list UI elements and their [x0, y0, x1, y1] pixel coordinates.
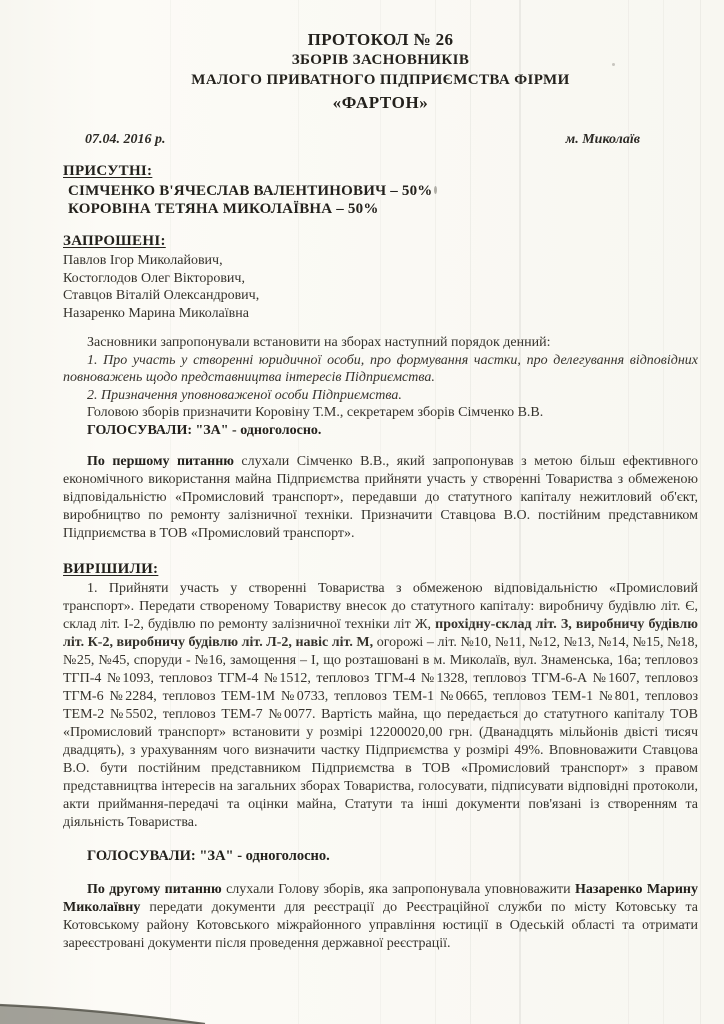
doc-subtitle-1: ЗБОРІВ ЗАСНОВНИКІВ [291, 52, 470, 68]
agenda-intro: Засновники запропонували встановити на зборах наступний порядок денний: [87, 335, 551, 350]
invited-person: Ставцов Віталій Олександрович, [63, 288, 260, 303]
question1-paragraph [63, 453, 698, 543]
date-place-row [63, 132, 698, 148]
question2-authorized-name: Назаренко Марину Миколаївну [63, 882, 698, 915]
doc-subtitle-2: МАЛОГО ПРИВАТНОГО ПІДПРИЄМСТВА ФІРМИ [191, 72, 570, 88]
question2-paragraph [63, 881, 698, 953]
doc-date: 07.04. 2016 р. [85, 132, 166, 147]
resolved-text-emphasized: прохідну-склад літ. З, виробничу будівлю літ. К-2, виробничу будівлю літ. Л-2, навіс літ. М, [63, 617, 698, 650]
present-section [63, 163, 698, 218]
present-member: СІМЧЕНКО В'ЯЧЕСЛАВ ВАЛЕНТИНОВИЧ – 50% [68, 183, 433, 199]
agenda-item: 1. Про участь у створенні юридичної особи, про формування частки, про делегування відповідних повноважень щодо представництва інтересів Підприємства. [63, 352, 698, 385]
agenda-item: 2. Призначення уповноваженої особи Підприємства. [87, 387, 402, 403]
invited-heading: ЗАПРОШЕНІ: [63, 233, 166, 249]
present-member: КОРОВІНА ТЕТЯНА МИКОЛАЇВНА – 50% [68, 200, 379, 217]
resolved-paragraph [63, 580, 698, 832]
vote-result: ГОЛОСУВАЛИ: "ЗА" - одноголосно. [87, 422, 322, 438]
doc-title: ПРОТОКОЛ № 26 [307, 30, 454, 49]
invited-person: Павлов Ігор Миколайович, [63, 253, 223, 268]
resolved-text: 1. Прийняти участь у створенні Товариства з обмеженою відповідальністю «Промисловий транспорт». Передати створеному Товариству внесок до статутного капіталу: виробничу будівлю літ. Є, склад літ. І-2, будівлю по ремонту залізничної техніки літ Ж, [63, 581, 698, 632]
question2-body: слухали Голову зборів, яка запропонувала уповноважити [221, 882, 575, 897]
question2-lead: По другому питанню [87, 882, 222, 897]
present-heading: ПРИСУТНІ: [63, 163, 153, 179]
doc-city: м. Миколаїв [565, 132, 640, 147]
resolved-text: огорожі – літ. №10, №11, №12, №13, №14, №15, №18, №25, №45, споруди - №16, замощення – І, що розташовані в м. Миколаїв, вул. Знаменська, 16а; тепловоз ТГП-4 №1093, тепловоз ТГМ-4 №1512, тепловоз ТГМ-4 №1328, тепловоз ТГМ-6-А №1607, тепловоз ТГМ-6 №2284, тепловоз ТЕМ-1М №0733, тепловоз ТЕМ-1 №0665, тепловоз ТЕМ-1 №801, тепловоз ТЕМ-2 №5502, тепловоз ТЕМ-7 №0077. Вартість майна, що передається до статутного капіталу ТОВ «Промисловий транспорт» встановити у розмірі 12200020,00 грн. (Дванадцять мільйонів двісті тисяч двадцять), з урахуванням чого визначити частку Підприємства у розмірі 49%. Вповноважити Ставцова В.О. бути постійним представником Підприємства в ТОВ «Промисловий транспорт» з правом представництва інтересів на загальних зборах Товариства, голосувати, підписувати відповідні протоколи, акти приймання-передачі та оцінки майна, Статути та інші документи пов'язані із створенням та діяльність Товариства. [63, 635, 699, 830]
agenda-chair-line: Головою зборів призначити Коровіну Т.М., секретарем зборів Сімченко В.В. [87, 405, 544, 420]
invited-person: Назаренко Марина Миколаївна [63, 305, 249, 321]
vote-result: ГОЛОСУВАЛИ: "ЗА" - одноголосно. [87, 848, 330, 864]
doc-company-name: «ФАРТОН» [332, 93, 429, 112]
question2-body: передати документи для реєстрації до Реєстраційної служби по місту Котовську та Котовському району Котовського міжрайонного управління юстиції в Одеській області та отримати зареєстровані документи після проведення державної реєстрації. [63, 900, 698, 951]
page-corner-curl [0, 998, 215, 1024]
question1-lead: По першому питанню [87, 454, 234, 469]
invited-section [63, 233, 698, 322]
resolved-heading: ВИРІШИЛИ: [63, 561, 159, 577]
agenda-section [63, 334, 698, 439]
invited-person: Костоглодов Олег Вікторович, [63, 270, 245, 286]
question1-body: слухали Сімченко В.В., який запропонував з метою більш ефективного економічного використання майна Підприємства прийняти участь у створенні Товариства з обмеженою відповідальністю «Промисловий транспорт», передавши до статутного капіталу нежитловий об'єкт, виробництво по ремонту залізничної техніки. Призначити Ставцова В.О. постійним представником Підприємства в ТОВ «Промисловий транспорт». [63, 454, 699, 541]
